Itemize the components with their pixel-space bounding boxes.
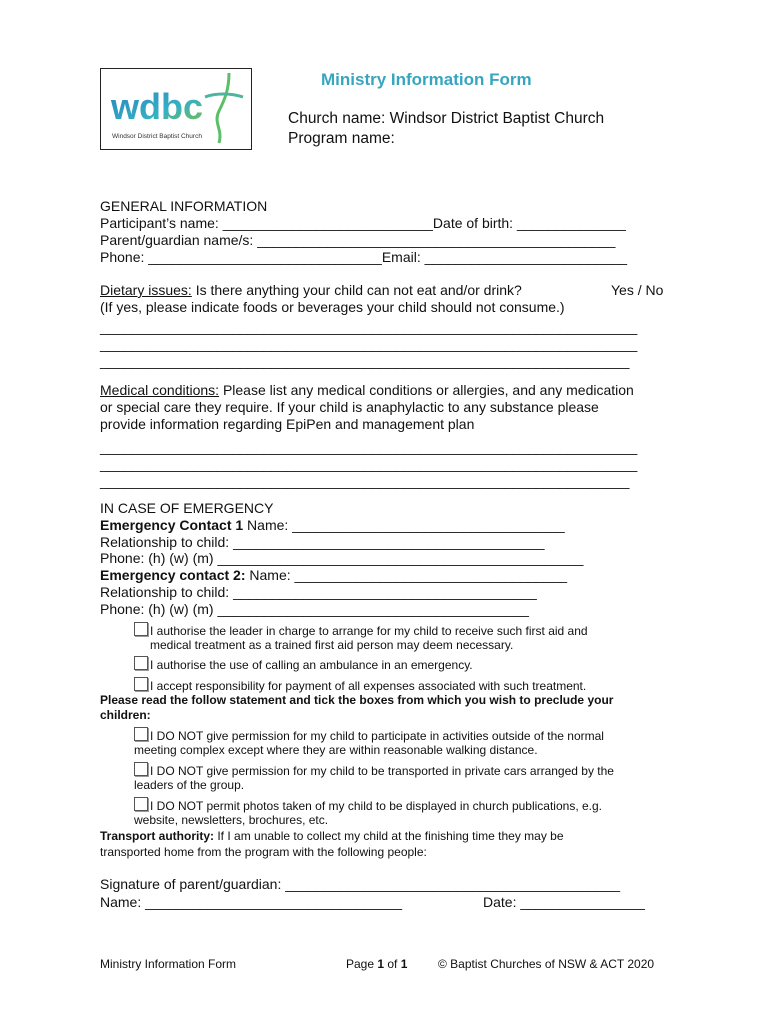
page-number: Page 1 of 1 xyxy=(346,957,408,971)
medical-blank-line[interactable]: ____________________________________________________________________ xyxy=(100,473,630,489)
dietary-yes-no[interactable]: Yes / No xyxy=(611,282,664,298)
photos-checkbox[interactable] xyxy=(134,797,148,811)
first-aid-line2: medical treatment as a trained first aid person may deem necessary. xyxy=(150,638,514,652)
phone-email-field[interactable]: Phone: ______________________________Email: __________________________ xyxy=(100,249,628,265)
emergency-contact1-relationship[interactable]: Relationship to child: ________________________________________ xyxy=(100,534,545,550)
activities-item: I DO NOT give permission for my child to participate in activities outside of the normal xyxy=(134,727,604,743)
medical-blank-line[interactable]: _____________________________________________________________________ xyxy=(100,456,638,472)
transport-item: I DO NOT give permission for my child to be transported in private cars arranged by the xyxy=(134,762,614,778)
general-heading: GENERAL INFORMATION xyxy=(100,198,268,214)
activities-line2: meeting complex except where they are within reasonable walking distance. xyxy=(134,743,538,757)
name-field[interactable]: Name: _________________________________ xyxy=(100,894,403,910)
dietary-blank-line[interactable]: _____________________________________________________________________ xyxy=(100,319,638,335)
preclude-heading: Please read the follow statement and tick the boxes from which you wish to preclude your xyxy=(100,693,614,707)
date-field[interactable]: Date: ________________ xyxy=(483,894,645,910)
logo-subtitle: Windsor District Baptist Church xyxy=(112,133,202,140)
medical-blank-line[interactable]: _____________________________________________________________________ xyxy=(100,439,638,455)
footer-title: Ministry Information Form xyxy=(100,957,237,971)
ambulance-checkbox[interactable] xyxy=(134,656,148,670)
payment-item: I accept responsibility for payment of all expenses associated with such treatment. xyxy=(134,677,586,693)
dietary-label: Dietary issues: xyxy=(100,282,192,298)
form-title: Ministry Information Form xyxy=(321,70,532,89)
transport-authority-line2: transported home from the program with the following people: xyxy=(100,845,427,859)
ambulance-item: I authorise the use of calling an ambulance in an emergency. xyxy=(134,656,473,672)
medical-text-line: provide information regarding EpiPen and management plan xyxy=(100,416,475,432)
emergency-contact2-relationship[interactable]: Relationship to child: _______________________________________ xyxy=(100,584,537,600)
program-name: Program name: xyxy=(288,130,395,147)
medical-text: Medical conditions: Please list any medical conditions or allergies, and any medication xyxy=(100,382,634,398)
emergency-contact1-name[interactable]: Emergency Contact 1 Name: ___________________________________ xyxy=(100,517,565,533)
emergency-heading: IN CASE OF EMERGENCY xyxy=(100,500,274,516)
medical-text-line: or special care they require. If your child is anaphylactic to any substance please xyxy=(100,399,599,415)
church-logo xyxy=(100,68,252,150)
emergency-contact2-phone[interactable]: Phone: (h) (w) (m) ________________________________________ xyxy=(100,601,529,617)
activities-checkbox[interactable] xyxy=(134,727,148,741)
parent-field[interactable]: Parent/guardian name/s: ______________________________________________ xyxy=(100,232,616,248)
signature-field[interactable]: Signature of parent/guardian: ___________________________________________ xyxy=(100,876,621,892)
dietary-blank-line[interactable]: _____________________________________________________________________ xyxy=(100,336,638,352)
medical-label: Medical conditions: xyxy=(100,382,220,398)
logo-graphic xyxy=(101,69,251,149)
transport-authority: Transport authority: If I am unable to collect my child at the finishing time they may be xyxy=(100,829,564,843)
photos-item: I DO NOT permit photos taken of my child to be displayed in church publications, e.g. xyxy=(134,797,602,813)
transport-line2: leaders of the group. xyxy=(134,778,245,792)
cross-icon xyxy=(217,73,229,143)
first-aid-item: I authorise the leader in charge to arrange for my child to receive such first aid and xyxy=(134,622,588,638)
preclude-heading-line2: children: xyxy=(100,708,151,722)
payment-checkbox[interactable] xyxy=(134,677,148,691)
dietary-question xyxy=(100,282,522,299)
logo-text: wdbc xyxy=(111,86,204,127)
dietary-text: Is there anything your child can not eat and/or drink? xyxy=(191,282,522,298)
copyright: © Baptist Churches of NSW & ACT 2020 xyxy=(438,957,655,971)
transport-checkbox[interactable] xyxy=(134,762,148,776)
emergency-contact2-name[interactable]: Emergency contact 2: Name: ___________________________________ xyxy=(100,567,568,583)
photos-line2: website, newsletters, brochures, etc. xyxy=(134,813,329,827)
first-aid-checkbox[interactable] xyxy=(134,622,148,636)
dietary-blank-line[interactable]: ____________________________________________________________________ xyxy=(100,353,630,369)
participant-field[interactable]: Participant’s name: ___________________________Date of birth: ______________ xyxy=(100,215,626,231)
dietary-note: (If yes, please indicate foods or beverages your child should not consume.) xyxy=(100,299,565,315)
emergency-contact1-phone[interactable]: Phone: (h) (w) (m) _______________________________________________ xyxy=(100,550,584,566)
church-name: Church name: Windsor District Baptist Church xyxy=(288,110,605,127)
